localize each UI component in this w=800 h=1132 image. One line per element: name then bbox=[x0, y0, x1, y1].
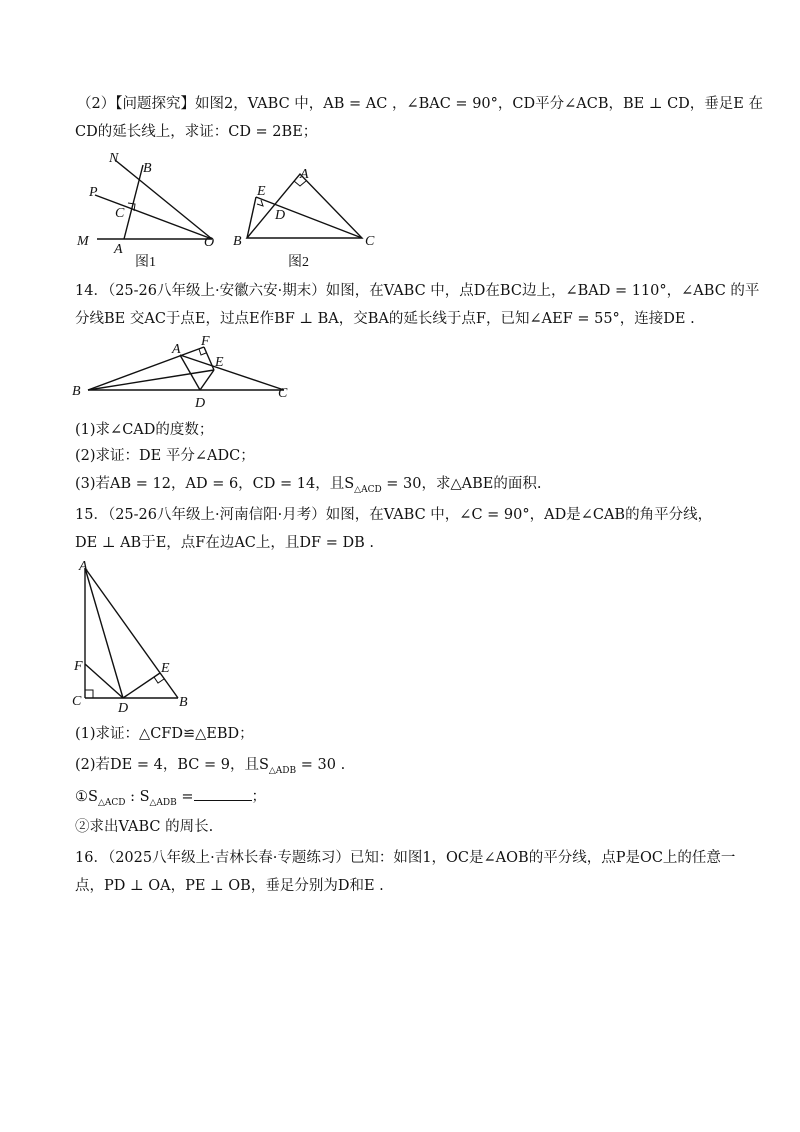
figure-q15 bbox=[70, 558, 200, 714]
q14-line1: 14．（25-26八年级上·安徽六安·期末）如图，在VABC 中，点D在BC边上，∠BAD = 110°，∠ABC 的平 bbox=[75, 283, 760, 299]
q15-sub2-subscript: △ADB bbox=[268, 765, 297, 776]
segment-de bbox=[123, 673, 160, 698]
right-angle-mark-c bbox=[85, 690, 93, 698]
figure-q14 bbox=[70, 333, 300, 411]
label-c: C bbox=[278, 386, 288, 401]
fig1-caption: 图1 bbox=[135, 255, 156, 270]
label-a: A bbox=[300, 167, 309, 182]
q15-sub2a-suffix: = bbox=[176, 789, 194, 805]
q14-sub3-subscript: △ACD bbox=[354, 484, 382, 495]
label-c: C bbox=[365, 234, 375, 249]
q15-sub2a-mid: : S bbox=[125, 789, 150, 805]
q14-sub1: (1)求∠CAD的度数； bbox=[75, 422, 214, 438]
label-d: D bbox=[275, 208, 286, 223]
label-e: E bbox=[215, 355, 224, 370]
label-c: C bbox=[72, 694, 82, 709]
label-a: A bbox=[114, 242, 123, 257]
label-b: B bbox=[179, 695, 188, 710]
segment-ad bbox=[85, 568, 123, 698]
right-angle-mark-e bbox=[154, 677, 164, 683]
q15-sub2-suffix: = 30 . bbox=[296, 757, 346, 773]
label-c: C bbox=[115, 206, 125, 221]
q14-sub3 bbox=[75, 474, 541, 500]
q13-part2-line1: （2）【问题探究】如图2，VABC 中，AB = AC ，∠BAC = 90°，CD平分∠ACB，BE ⊥ CD，垂足E 在 bbox=[77, 96, 763, 112]
label-o: O bbox=[204, 235, 215, 250]
label-e: E bbox=[257, 184, 266, 199]
q13-part2-line2: CD的延长线上，求证：CD = 2BE； bbox=[75, 124, 318, 140]
segment-bf bbox=[88, 347, 204, 390]
q15-sub2a-subscript2: △ADB bbox=[149, 797, 177, 808]
label-b: B bbox=[233, 234, 242, 249]
right-angle-mark-e bbox=[257, 200, 263, 206]
q15-sub2 bbox=[75, 755, 345, 781]
label-e: E bbox=[161, 661, 170, 676]
q15-sub1: (1)求证：△CFD≌△EBD； bbox=[75, 726, 254, 742]
figure-2 bbox=[228, 160, 388, 272]
label-d: D bbox=[118, 701, 129, 714]
label-d: D bbox=[195, 396, 206, 411]
label-m: M bbox=[77, 234, 89, 249]
q15-sub2a-prefix: ①S bbox=[75, 789, 98, 805]
answer-blank[interactable] bbox=[194, 786, 252, 801]
label-a: A bbox=[172, 342, 181, 357]
q15-sub2-prefix: (2)若DE = 4，BC = 9，且S bbox=[75, 757, 269, 773]
label-n: N bbox=[109, 151, 119, 166]
q16-line2: 点，PD ⊥ OA，PE ⊥ OB，垂足分别为D和E . bbox=[75, 878, 384, 894]
label-f: F bbox=[74, 659, 83, 674]
figure-1 bbox=[65, 148, 235, 270]
q15-sub2a-end: ； bbox=[251, 789, 267, 805]
label-a: A bbox=[79, 559, 88, 574]
q15-sub2a bbox=[75, 786, 266, 813]
segment-fe bbox=[204, 347, 214, 370]
q15-sub2b: ②求出VABC 的周长. bbox=[75, 819, 214, 835]
q15-line2: DE ⊥ AB于E，点F在边AC上，且DF = DB . bbox=[75, 535, 374, 551]
q14-sub2: (2)求证：DE 平分∠ADC； bbox=[75, 448, 255, 464]
q15-sub2a-subscript1: △ACD bbox=[97, 797, 126, 808]
segment-fd bbox=[85, 664, 123, 698]
q16-line1: 16．（2025八年级上·吉林长春·专题练习）已知：如图1，OC是∠AOB的平分线，点P是OC上的任意一 bbox=[75, 850, 736, 866]
label-b: B bbox=[143, 161, 152, 176]
q14-sub3-prefix: (3)若AB = 12，AD = 6，CD = 14，且S bbox=[75, 476, 355, 492]
ray-on bbox=[115, 160, 212, 239]
fig2-caption: 图2 bbox=[288, 255, 309, 270]
segment-be bbox=[88, 370, 214, 390]
q15-line1: 15．（25-26八年级上·河南信阳·月考）如图，在VABC 中，∠C = 90°，AD是∠CAB的角平分线， bbox=[75, 507, 713, 523]
segment-ab bbox=[85, 568, 178, 698]
segment-de bbox=[200, 370, 214, 390]
label-p: P bbox=[89, 185, 98, 200]
q14-sub3-suffix: = 30，求△ABE的面积. bbox=[381, 476, 542, 492]
ray-op bbox=[95, 195, 212, 239]
q14-line2: 分线BE 交AC于点E，过点E作BF ⊥ BA，交BA的延长线于点F，已知∠AEF = 55°，连接DE . bbox=[75, 311, 695, 327]
label-b: B bbox=[72, 384, 81, 399]
segment-ab bbox=[124, 165, 143, 239]
segment-ce bbox=[256, 197, 362, 238]
label-f: F bbox=[201, 334, 210, 349]
